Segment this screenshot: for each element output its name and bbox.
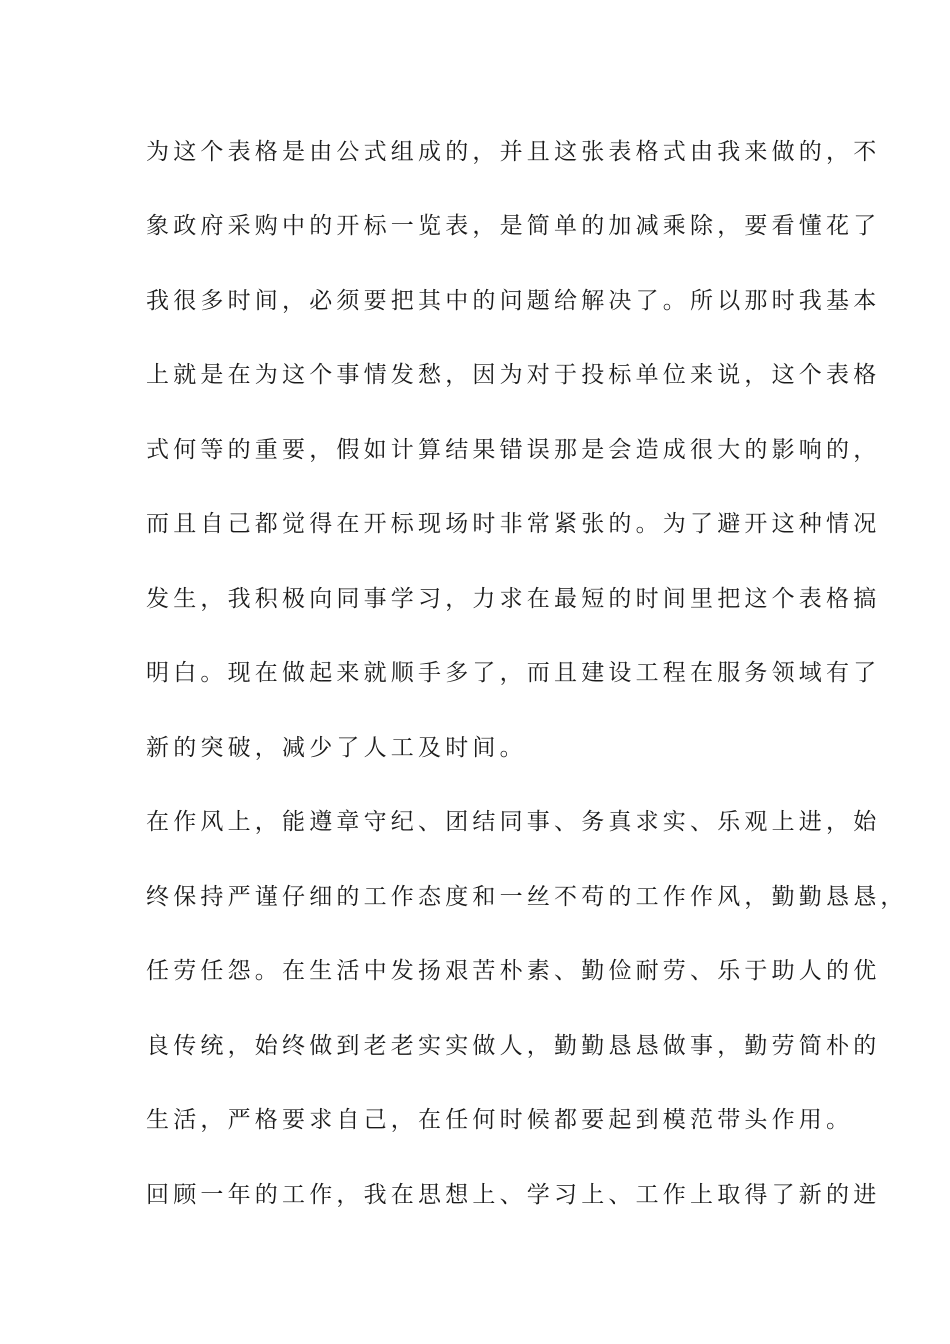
text-line: 终保持严谨仔细的工作态度和一丝不苟的工作作风，勤勤恳恳，: [146, 884, 908, 910]
text-line: 明白。现在做起来就顺手多了，而且建设工程在服务领域有了: [146, 660, 881, 686]
text-line: 上就是在为这个事情发愁，因为对于投标单位来说，这个表格: [146, 362, 881, 388]
text-line: 新的突破，减少了人工及时间。: [146, 735, 527, 761]
text-line: 发生，我积极向同事学习，力求在最短的时间里把这个表格搞: [146, 586, 881, 612]
text-line: 生活，严格要求自己，在任何时候都要起到模范带头作用。: [146, 1107, 854, 1133]
text-line: 而且自己都觉得在开标现场时非常紧张的。为了避开这种情况: [146, 511, 881, 537]
text-line: 象政府采购中的开标一览表，是简单的加减乘除，要看懂花了: [146, 213, 881, 239]
text-line: 式何等的重要，假如计算结果错误那是会造成很大的影响的，: [146, 437, 881, 463]
text-line: 任劳任怨。在生活中发扬艰苦朴素、勤俭耐劳、乐于助人的优: [146, 958, 881, 984]
text-line: 回顾一年的工作，我在思想上、学习上、工作上取得了新的进: [146, 1182, 881, 1208]
text-line: 为这个表格是由公式组成的，并且这张表格式由我来做的，不: [146, 139, 881, 165]
text-line: 在作风上，能遵章守纪、团结同事、务真求实、乐观上进，始: [146, 809, 881, 835]
text-line: 良传统，始终做到老老实实做人，勤勤恳恳做事，勤劳简朴的: [146, 1033, 881, 1059]
text-line: 我很多时间，必须要把其中的问题给解决了。所以那时我基本: [146, 288, 881, 314]
